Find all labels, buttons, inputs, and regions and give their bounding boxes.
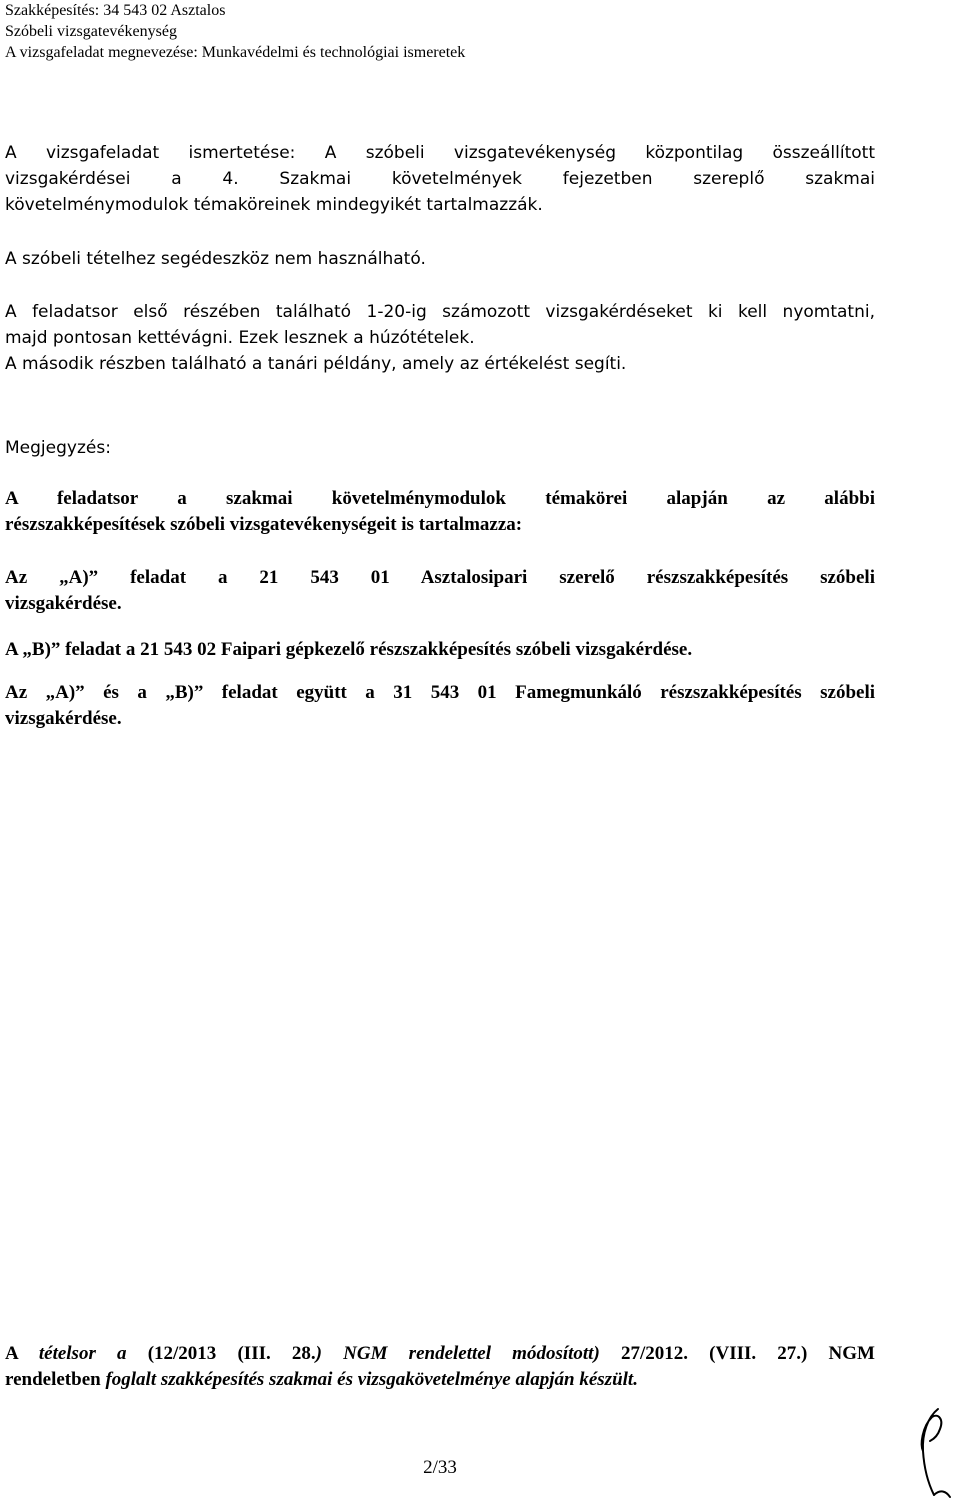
intro-paragraph-1 — [5, 140, 875, 218]
legal-basis-note — [5, 1341, 875, 1393]
legal-text: rendeletben — [5, 1369, 106, 1390]
header-qualification: Szakképesítés: 34 543 02 Asztalos — [5, 2, 226, 19]
note-line: vizsgakérdése. — [5, 708, 122, 729]
note-line: A feladatsor a szakmai követelménymodulok témakörei alapján az alábbi — [5, 488, 875, 509]
note-line: Az „A)” feladat a 21 543 01 Asztalosipari szerelő részszakképesítés szóbeli — [5, 567, 875, 588]
legal-line-2 — [5, 1367, 875, 1393]
page-header — [5, 0, 465, 63]
signature-mark — [916, 1405, 956, 1505]
intro-line: A szóbeli tételhez segédeszköz nem használható. — [5, 249, 426, 269]
intro-line: követelménymodulok témaköreinek mindegyikét tartalmazzák. — [5, 195, 543, 215]
note-line: Az „A)” és a „B)” feladat együtt a 31 543 01 Famegmunkáló részszakképesítés szóbeli — [5, 682, 875, 703]
intro-paragraph-2 — [5, 246, 875, 272]
legal-text: (12/2013 (III. 28. — [126, 1343, 316, 1364]
note-title: Megjegyzés: — [5, 438, 111, 458]
note-paragraph-1 — [5, 486, 875, 538]
note-paragraph-3 — [5, 637, 875, 663]
intro-line: majd pontosan kettévágni. Ezek lesznek a húzótételek. — [5, 328, 475, 348]
intro-paragraph-3 — [5, 299, 875, 377]
note-paragraph-4 — [5, 680, 875, 732]
intro-line: A második részben található a tanári példány, amely az értékelést segíti. — [5, 354, 627, 374]
page-number: 2/33 — [423, 1457, 457, 1478]
legal-text-italic: tételsor a — [38, 1343, 127, 1364]
legal-text-italic: ) NGM rendelettel módosított) — [315, 1343, 600, 1364]
intro-line: vizsgakérdései a 4. Szakmai követelmények fejezetben szereplő szakmai — [5, 169, 875, 189]
note-line: A „B)” feladat a 21 543 02 Faipari gépkezelő részszakképesítés szóbeli vizsgakérdése. — [5, 639, 693, 660]
legal-line-1 — [5, 1341, 875, 1367]
intro-line: A vizsgafeladat ismertetése: A szóbeli vizsgatevékenység központilag összeállított — [5, 143, 875, 163]
note-line: részszakképesítések szóbeli vizsgatevékenységeit is tartalmazza: — [5, 514, 523, 535]
intro-line: A feladatsor első részében található 1-20-ig számozott vizsgakérdéseket ki kell nyomtatni, — [5, 302, 875, 322]
note-paragraph-2 — [5, 565, 875, 617]
signature-icon — [916, 1405, 956, 1500]
note-line: vizsgakérdése. — [5, 593, 122, 614]
header-task-name: A vizsgafeladat megnevezése: Munkavédelmi és technológiai ismeretek — [5, 44, 466, 61]
legal-text: 27/2012. (VIII. 27.) NGM — [599, 1343, 875, 1364]
legal-text-italic: foglalt szakképesítés szakmai és vizsgakövetelménye alapján készült. — [105, 1369, 638, 1390]
legal-text: A — [5, 1343, 39, 1364]
header-activity: Szóbeli vizsgatevékenység — [5, 23, 177, 40]
